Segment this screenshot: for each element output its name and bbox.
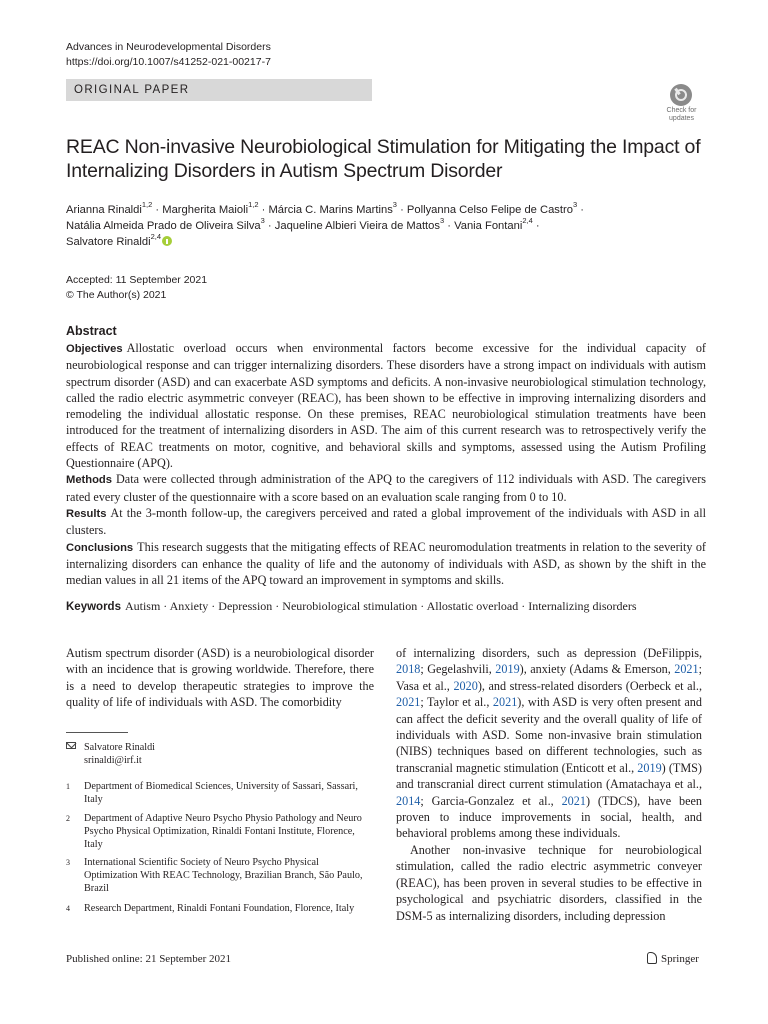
citation-link[interactable]: 2019 (637, 760, 662, 775)
author[interactable]: Jaqueline Albieri Vieira de Mattos$^3$ (274, 216, 445, 232)
abstract (66, 323, 706, 588)
author[interactable]: Margherita Maioli$^{1,2}$ (162, 200, 259, 216)
check-for-updates-badge[interactable] (659, 82, 704, 124)
check-updates-icon (670, 84, 692, 106)
intro-paragraph-left: Autism spectrum disorder (ASD) is a neurobiological disorder with an incidence that is growing worldwide. Therefore, there is a need to develop therapeutic strategies to improve the quality of life of individuals with ASD. The comorbidity (66, 646, 374, 710)
keywords-list: Autism · Anxiety · Depression · Neurobiological stimulation · Allostatic overload · Internalizing disorders (124, 599, 637, 613)
article-type-tag: ORIGINAL PAPER (66, 79, 372, 101)
abstract-conclusions: Conclusions This research suggests that the mitigating effects of REAC neuromodulation treatments in relation to the severity of internalizing disorders can enhance the quality of life and the autonomy of individuals with ASD, as shown by the shift in the median values in all 21 items of the APQ toward an improvement in symptoms and skills. (66, 539, 706, 588)
corresponding-email[interactable]: srinaldi@irf.it (84, 755, 142, 766)
author[interactable]: Pollyanna Celso Felipe de Castro$^3$ (406, 200, 578, 216)
citation-link[interactable]: 2021 (561, 793, 586, 808)
author[interactable]: Arianna Rinaldi$^{1,2}$ (66, 200, 153, 216)
author[interactable]: Natália Almeida Prado de Oliveira Silva$^3$ (66, 216, 265, 232)
publisher-logo (647, 952, 699, 965)
citation-link[interactable]: 2014 (396, 793, 421, 808)
keywords-label: Keywords (66, 601, 121, 613)
abstract-methods: Methods Data were collected through administration of the APQ to the caregivers of 112 individuals with ASD. The caregivers rated every cluster of the questionnaire with a score based on an evaluation scale ranging from 0 to 10. (66, 472, 706, 504)
affiliation: 3 International Scientific Society of Neuro Psycho Physical Optimization With REAC Technology, Brazilian Branch, São Paulo, Brazil (66, 857, 363, 894)
author-list: Arianna Rinaldi$^{1,2}$ · Margherita Maioli$^{1,2}$ · Márcia C. Marins Martins$^3$ · Pollyanna Celso Felipe de Castro$^3$ · Natália Almeida Prado de Oliveira Silva$^3$ · Jaqueline Albieri Vieira de Mattos$^3$ · Vania Fontani$^{2,4}$ · Salvatore Rinaldi$^{2,4}$ (66, 200, 584, 248)
copyright: © The Author(s) 2021 (66, 289, 167, 301)
affiliation: 1 Department of Biomedical Sciences, University of Sassari, Sassari, Italy (66, 781, 358, 805)
author[interactable]: Salvatore Rinaldi$^{2,4}$ (66, 232, 162, 248)
citation-link[interactable]: 2021 (396, 695, 421, 710)
corresponding-name: Salvatore Rinaldi (84, 742, 156, 753)
check-updates-label: Check for updates (666, 107, 697, 122)
springer-horse-icon (647, 952, 657, 964)
publisher-name: Springer (661, 953, 699, 965)
abstract-objectives: Objectives Allostatic overload occurs when environmental factors become excessive for the individual capacity of neurobiological response and can trigger internalizing disorders. These disorders have a strong impact on individuals with autism spectrum disorder (ASD) and can exacerbate ASD symptoms and deficits. A non-invasive neurobiological stimulation technology, called the radio electric asymmetric conveyer (REAC), has been shown to be effective in improving internalizing disorders and remodeling the individual allostatic response. On these premises, REAC neurobiological stimulation treatments have been introduced for the treatment of internalizing disorders in ASD. The aim of this current research was to retrospectively verify the effects of REAC treatments on motor, cognitive, and behavioral skills and symptoms, assessed using the Autism Profiling Questionnaire (APQ). (66, 341, 706, 471)
intro-paragraph-reac: Another non-invasive technique for neurobiological stimulation, called the radio electric asymmetric conveyer (REAC), has been proven in several studies to be effective in psychological and psychiatric disorders, classified in the DSM-5 as internalizing disorders, including depression (396, 842, 702, 923)
citation-link[interactable]: 2018 (396, 662, 421, 677)
orcid-icon[interactable] (162, 236, 172, 246)
article-dates (66, 273, 207, 303)
envelope-icon (66, 742, 76, 749)
paper-title: REAC Non-invasive Neurobiological Stimulation for Mitigating the Impact of Internalizing Disorders in Autism Spectrum Disorder (66, 136, 701, 182)
citation-link[interactable]: 2019 (495, 662, 520, 677)
corresponding-author (66, 741, 374, 767)
accepted-date: Accepted: 11 September 2021 (66, 274, 208, 286)
abstract-heading: Abstract (66, 324, 117, 338)
journal-header (66, 40, 271, 70)
abstract-results: Results At the 3-month follow-up, the caregivers perceived and rated a global improvement of the individuals with ASD in all clusters. (66, 505, 706, 538)
intro-right-column (396, 645, 702, 924)
citation-link[interactable]: 2021 (674, 662, 699, 677)
citation-link[interactable]: 2020 (453, 678, 478, 693)
footnote-divider (66, 732, 128, 733)
author[interactable]: Márcia C. Marins Martins$^3$ (268, 200, 397, 216)
doi-link[interactable]: https://doi.org/10.1007/s41252-021-00217-7 (66, 56, 271, 68)
citation-link[interactable]: 2021 (492, 695, 518, 710)
intro-paragraph-right: of internalizing disorders, such as depression (DeFilippis, 2018; Gegelashvili, 2019), anxiety (Adams & Emerson, 2021; Vasa et al., 2020), and stress-related disorders (Oerbeck et al., 2021; Taylor et al., 2021), with ASD is very often present and can affect the deficit severity and the overall quality of life of individuals with ASD. Some non-invasive brain stimulation (NIBS) techniques based on different technologies, such as transcranial magnetic stimulation (Enticott et al., 2019) (TMS) and transcranial direct current stimulation (Amatachaya et al., 2014; Garcia-Gonzalez et al., 2021) (TDCS), have been proven to induce improvements in social, health, and behavioral problems among these individuals. (396, 646, 702, 841)
journal-name: Advances in Neurodevelopmental Disorders (66, 41, 271, 53)
author[interactable]: Vania Fontani$^{2,4}$ (454, 216, 533, 232)
affiliation: 2 Department of Adaptive Neuro Psycho Physio Pathology and Neuro Psycho Physical Optimization, Rinaldi Fontani Institute, Florence, Italy (66, 813, 362, 850)
keywords (66, 598, 706, 615)
published-online: Published online: 21 September 2021 (66, 953, 231, 965)
affiliation: 4 Research Department, Rinaldi Fontani Foundation, Florence, Italy (66, 903, 355, 914)
